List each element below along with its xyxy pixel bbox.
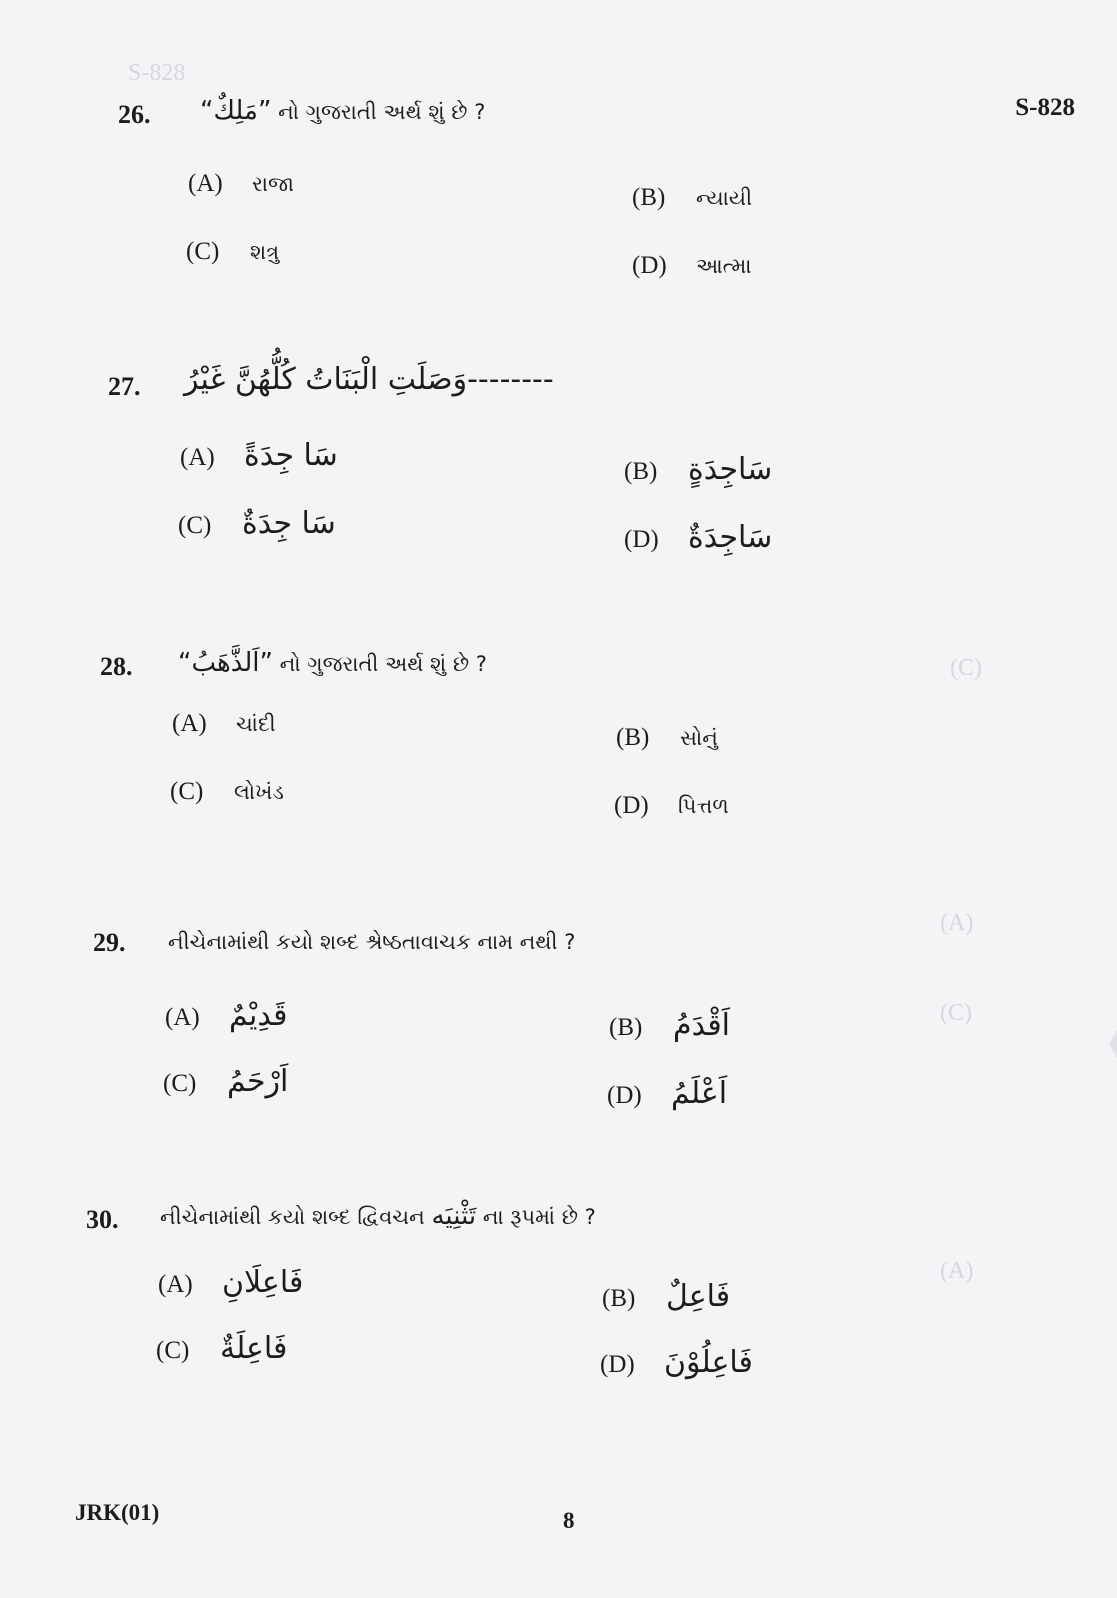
option-b[interactable]: [609, 1008, 730, 1043]
option-text: સોનું: [680, 726, 718, 750]
option-letter: (A): [188, 170, 223, 197]
option-letter: (C): [156, 1337, 190, 1364]
question-prompt-end: ના રૂપમાં છે ?: [482, 1205, 596, 1229]
option-letter: (D): [632, 252, 667, 279]
question-number: 28.: [100, 652, 133, 681]
option-letter: (B): [609, 1014, 643, 1041]
option-text: શત્રુ: [250, 240, 280, 264]
option-letter: (C): [186, 238, 220, 265]
option-letter: (A): [180, 444, 215, 471]
question-prompt: નો ગુજરાતી અર્થ શું છે ?: [278, 100, 486, 124]
option-text: આત્મા: [696, 254, 752, 278]
option-letter: (D): [624, 526, 659, 553]
option-text: فَاعِلَانِ: [222, 1265, 304, 1300]
question-prompt: નો ગુજરાતી અર્થ શું છે ?: [279, 652, 487, 676]
option-text: પિત્તળ: [678, 794, 729, 818]
question-28: [100, 648, 1000, 852]
option-text: فَاعِلٌ: [666, 1279, 731, 1314]
arabic-term: تَثْنِيَه: [431, 1201, 477, 1231]
question-26: [118, 96, 1018, 300]
question-number: 30.: [86, 1205, 119, 1234]
option-d[interactable]: [614, 792, 729, 820]
option-text: سَا جِدَةً: [244, 438, 338, 473]
question-text: [184, 362, 554, 397]
option-text: ન્યાયી: [696, 186, 753, 210]
page-edge-tab: [1109, 1030, 1117, 1058]
question-text: [200, 96, 485, 126]
option-letter: (A): [172, 710, 207, 737]
option-b[interactable]: [624, 452, 772, 487]
option-d[interactable]: [600, 1345, 753, 1380]
option-d[interactable]: [624, 520, 772, 555]
option-c[interactable]: [170, 778, 284, 806]
bleed-through-mark: (A): [940, 1258, 974, 1284]
option-letter: (A): [158, 1271, 193, 1298]
arabic-term: “مَلِكٌ”: [200, 96, 272, 126]
option-text: سَاجِدَةٍ: [688, 452, 773, 487]
option-text: سَا جِدَةٌ: [242, 506, 336, 541]
option-text: فَاعِلُوْنَ: [664, 1345, 753, 1380]
option-a[interactable]: [172, 710, 276, 738]
option-a[interactable]: [158, 1265, 303, 1300]
option-b[interactable]: [602, 1279, 730, 1314]
question-text: [168, 930, 575, 955]
bleed-through-mark: (A): [940, 910, 974, 936]
option-text: اَرْحَمُ: [227, 1064, 289, 1099]
bleed-through-mark: S-828: [128, 60, 186, 86]
option-letter: (B): [624, 458, 658, 485]
option-text: લોખંડ: [234, 780, 284, 804]
option-letter: (A): [165, 1004, 200, 1031]
question-29: [93, 928, 993, 1128]
option-text: قَدِيْمٌ: [229, 998, 288, 1033]
option-c[interactable]: [178, 506, 336, 541]
option-letter: (D): [614, 792, 649, 819]
option-letter: (B): [616, 724, 650, 751]
question-text: [178, 648, 487, 678]
option-b[interactable]: [632, 184, 752, 212]
option-letter: (C): [178, 512, 212, 539]
option-letter: (C): [170, 778, 204, 805]
option-a[interactable]: [180, 438, 338, 473]
question-number: 29.: [93, 928, 126, 957]
question-number: 27.: [108, 372, 141, 401]
question-27: [108, 362, 1008, 572]
option-d[interactable]: [607, 1076, 727, 1111]
option-c[interactable]: [163, 1064, 288, 1099]
option-text: فَاعِلَةٌ: [220, 1331, 288, 1366]
arabic-sentence: وَصَلَتِ الْبَنَاتُ كُلُّهُنَّ غَيْرُ--------: [184, 362, 554, 397]
option-letter: (B): [602, 1285, 636, 1312]
option-d[interactable]: [632, 252, 751, 280]
question-prompt: નીચેનામાંથી કયો શબ્દ શ્રેષ્ઠતાવાચક નામ નથી ?: [168, 930, 576, 954]
bleed-through-mark: (C): [940, 1000, 972, 1026]
option-b[interactable]: [616, 724, 718, 752]
option-a[interactable]: [188, 170, 294, 198]
option-text: اَقْدَمُ: [673, 1008, 730, 1043]
option-letter: (B): [632, 184, 666, 211]
arabic-term: “اَلذَّهَبُ”: [178, 648, 274, 678]
option-text: રાજા: [252, 172, 294, 196]
page-number: 8: [563, 1508, 575, 1533]
paper-code: S-828: [1015, 94, 1075, 121]
option-letter: (D): [600, 1351, 635, 1378]
footer-code: JRK(01): [75, 1500, 160, 1525]
option-letter: (D): [607, 1082, 642, 1109]
question-30: [86, 1201, 986, 1405]
option-text: سَاجِدَةٌ: [688, 520, 773, 555]
question-prompt-start: નીચેનામાંથી કયો શબ્દ દ્વિવચન: [160, 1205, 425, 1229]
option-c[interactable]: [156, 1331, 287, 1366]
option-letter: (C): [163, 1070, 197, 1097]
option-c[interactable]: [186, 238, 279, 266]
bleed-through-mark: (C): [950, 655, 982, 681]
option-text: اَعْلَمُ: [671, 1076, 728, 1111]
option-text: ચાંદી: [236, 712, 276, 736]
question-number: 26.: [118, 100, 151, 129]
option-a[interactable]: [165, 998, 287, 1033]
question-text: [160, 1201, 596, 1231]
